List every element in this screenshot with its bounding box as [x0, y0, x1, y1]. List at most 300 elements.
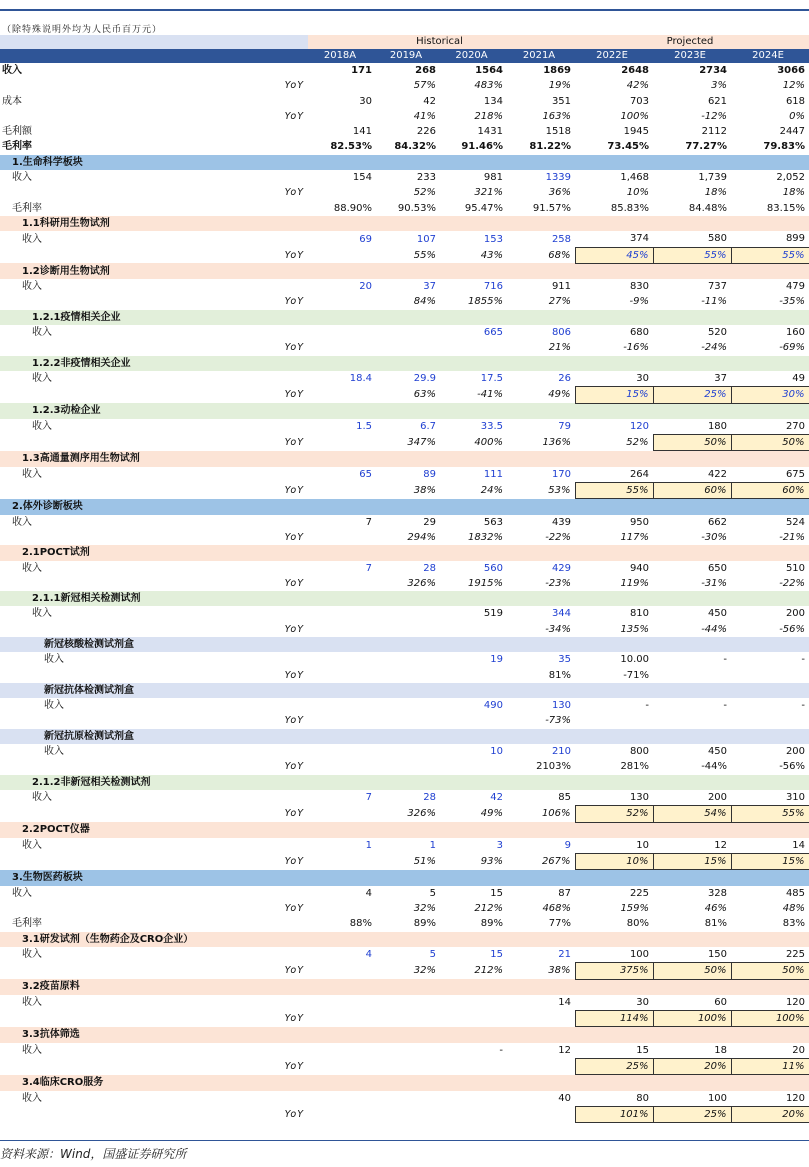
- value-cell: 89%: [480, 918, 503, 930]
- value-cell: -: [723, 654, 728, 666]
- yoy-row: [0, 483, 809, 499]
- value-cell: 84%: [413, 296, 436, 308]
- section-cell: [507, 979, 575, 995]
- section-row: [0, 979, 809, 995]
- yoy-label: YoY: [284, 715, 304, 727]
- value-cell: [308, 325, 376, 340]
- section-row: [0, 451, 809, 467]
- section-row: [0, 775, 809, 790]
- value-cell: 91.57%: [532, 202, 572, 214]
- value-cell: 69: [359, 233, 372, 245]
- value-cell: 37: [423, 281, 436, 293]
- section-row: [0, 1075, 809, 1091]
- yoy-label: YoY: [284, 110, 304, 122]
- value-cell: 1: [429, 840, 436, 852]
- value-cell: [731, 668, 809, 683]
- section-cell: [653, 545, 731, 560]
- section-cell: [653, 637, 731, 652]
- value-cell: 10.00: [620, 654, 650, 666]
- data-row: [0, 886, 809, 901]
- value-cell: [507, 1011, 575, 1027]
- section-cell: [575, 155, 653, 170]
- section-cell: [308, 870, 376, 886]
- yoy-row: [0, 78, 809, 93]
- value-cell: -12%: [701, 110, 728, 122]
- value-cell: 11%: [731, 1059, 809, 1075]
- row-label: 毛利率: [2, 141, 32, 153]
- section-cell: [731, 1027, 809, 1043]
- value-cell: 4: [365, 949, 372, 961]
- value-cell: 85: [558, 792, 572, 804]
- section-cell: [507, 822, 575, 838]
- value-cell: 130: [629, 791, 650, 803]
- section-cell: [731, 545, 809, 560]
- section-cell: [308, 216, 376, 231]
- value-cell: 10%: [626, 187, 650, 199]
- value-cell: 1339: [545, 172, 572, 184]
- section-cell: [731, 870, 809, 886]
- section-cell: [731, 591, 809, 606]
- value-cell: [308, 744, 376, 759]
- section-label: 2.1POCT试剂: [0, 545, 308, 560]
- value-cell: 40: [558, 1092, 572, 1104]
- value-cell: -44%: [701, 623, 728, 635]
- value-cell: [308, 483, 376, 499]
- section-cell: [440, 1075, 507, 1091]
- value-cell: 344: [551, 608, 572, 620]
- value-cell: [376, 652, 440, 667]
- section-row: [0, 216, 809, 231]
- value-cell: 20: [359, 281, 372, 293]
- value-cell: 225: [629, 887, 650, 899]
- value-cell: 485: [785, 887, 806, 899]
- value-cell: 200: [785, 746, 806, 758]
- value-cell: 50%: [653, 435, 731, 451]
- section-cell: [440, 356, 507, 371]
- value-cell: -69%: [779, 342, 806, 354]
- value-cell: [376, 668, 440, 683]
- section-cell: [731, 775, 809, 790]
- section-cell: [376, 979, 440, 995]
- row-label: 收入: [44, 700, 64, 712]
- yoy-label: YoY: [284, 437, 304, 449]
- value-cell: 38%: [548, 965, 571, 977]
- value-cell: 12%: [782, 80, 806, 92]
- yoy-row: [0, 854, 809, 870]
- value-cell: 32%: [413, 965, 436, 977]
- data-row: [0, 916, 809, 931]
- section-label: 2.2POCT仪器: [0, 822, 308, 838]
- section-cell: [308, 729, 376, 744]
- section-cell: [731, 403, 809, 419]
- value-cell: 374: [629, 233, 650, 245]
- data-row: [0, 744, 809, 759]
- value-cell: 89: [423, 468, 436, 480]
- section-cell: [575, 451, 653, 467]
- value-cell: [308, 530, 376, 545]
- value-cell: 90.53%: [397, 202, 436, 214]
- section-cell: [308, 263, 376, 279]
- value-cell: 63%: [413, 389, 436, 401]
- value-cell: [376, 1106, 440, 1122]
- value-cell: 114%: [575, 1011, 653, 1027]
- section-cell: [507, 545, 575, 560]
- section-label: 2.1.1新冠相关检测试剂: [0, 591, 308, 606]
- section-cell: [376, 822, 440, 838]
- section-row: [0, 356, 809, 371]
- value-cell: 49%: [548, 389, 571, 401]
- value-cell: 77%: [548, 918, 572, 930]
- value-cell: 800: [629, 746, 650, 758]
- yoy-row: [0, 530, 809, 545]
- value-cell: [308, 713, 376, 728]
- section-cell: [575, 932, 653, 947]
- section-cell: [308, 403, 376, 419]
- section-label: 2.1.2非新冠相关检测试剂: [0, 775, 308, 790]
- value-cell: 618: [785, 95, 806, 107]
- section-cell: [507, 155, 575, 170]
- value-cell: 45%: [575, 247, 653, 263]
- section-cell: [575, 403, 653, 419]
- value-cell: [308, 294, 376, 309]
- value-cell: 258: [551, 233, 572, 245]
- value-cell: 28: [423, 792, 436, 804]
- yoy-label: YoY: [284, 808, 304, 820]
- section-cell: [308, 932, 376, 947]
- value-cell: 218%: [474, 110, 503, 122]
- yoy-label: YoY: [284, 965, 304, 977]
- data-row: [0, 698, 809, 713]
- value-cell: 3066: [777, 65, 806, 76]
- value-cell: 27%: [548, 296, 572, 308]
- value-cell: 84.32%: [394, 141, 436, 153]
- section-cell: [507, 591, 575, 606]
- year-header: 2020A: [440, 49, 507, 63]
- year-header: 2023E: [653, 49, 731, 63]
- value-cell: 55%: [413, 249, 436, 261]
- value-cell: [308, 1059, 376, 1075]
- value-cell: 65: [359, 468, 372, 480]
- value-cell: 3: [496, 840, 503, 852]
- data-row: [0, 201, 809, 216]
- section-row: [0, 545, 809, 560]
- value-cell: -23%: [545, 577, 572, 589]
- value-cell: 81%: [548, 669, 572, 681]
- row-label: 收入: [22, 1044, 42, 1056]
- value-cell: -41%: [477, 389, 503, 401]
- section-cell: [731, 1075, 809, 1091]
- value-cell: 53%: [548, 485, 571, 497]
- value-cell: 30%: [731, 387, 809, 403]
- value-cell: 15%: [731, 854, 809, 870]
- value-cell: -11%: [701, 296, 728, 308]
- data-row: [0, 419, 809, 435]
- section-cell: [440, 155, 507, 170]
- value-cell: [308, 78, 376, 93]
- section-cell: [376, 870, 440, 886]
- value-cell: 1,739: [698, 172, 728, 184]
- forecast-table: [0, 35, 809, 1123]
- value-cell: 15: [490, 949, 503, 961]
- row-label: 收入: [22, 997, 42, 1009]
- value-cell: -21%: [779, 531, 806, 543]
- value-cell: 560: [483, 562, 503, 574]
- value-cell: 21%: [548, 342, 572, 354]
- value-cell: [308, 759, 376, 774]
- section-cell: [507, 403, 575, 419]
- section-row: [0, 155, 809, 170]
- value-cell: 17.5: [480, 373, 503, 385]
- yoy-label: YoY: [284, 856, 304, 868]
- row-label: 收入: [22, 949, 42, 961]
- value-cell: [308, 806, 376, 822]
- value-cell: 82.53%: [330, 141, 372, 153]
- value-cell: 479: [785, 281, 806, 293]
- section-cell: [440, 1027, 507, 1043]
- value-cell: 439: [551, 516, 572, 528]
- value-cell: 120: [629, 421, 650, 433]
- value-cell: 468%: [542, 903, 572, 915]
- value-cell: 2447: [779, 126, 806, 138]
- header-historical: Historical: [308, 35, 575, 49]
- section-cell: [376, 263, 440, 279]
- value-cell: 490: [483, 700, 503, 712]
- section-cell: [507, 310, 575, 325]
- value-cell: 87: [558, 887, 572, 899]
- section-cell: [507, 637, 575, 652]
- value-cell: [308, 606, 376, 621]
- section-cell: [507, 932, 575, 947]
- value-cell: 2103%: [536, 761, 572, 773]
- value-cell: [440, 713, 507, 728]
- section-cell: [308, 1027, 376, 1043]
- value-cell: [308, 1043, 376, 1059]
- value-cell: 20%: [731, 1106, 809, 1122]
- value-cell: 328: [707, 887, 728, 899]
- yoy-label: YoY: [284, 80, 304, 92]
- value-cell: -73%: [545, 715, 572, 727]
- value-cell: [376, 995, 440, 1011]
- value-cell: 100: [629, 948, 650, 960]
- value-cell: 10: [636, 839, 650, 851]
- value-cell: [308, 185, 376, 200]
- value-cell: 3%: [711, 80, 728, 92]
- value-cell: -24%: [701, 342, 728, 354]
- value-cell: 212%: [474, 965, 503, 977]
- section-cell: [507, 499, 575, 515]
- section-label: 3.3抗体筛选: [0, 1027, 308, 1043]
- section-cell: [653, 403, 731, 419]
- section-cell: [575, 310, 653, 325]
- value-cell: 117%: [620, 531, 650, 543]
- yoy-row: [0, 247, 809, 263]
- section-cell: [575, 1027, 653, 1043]
- value-cell: 520: [707, 327, 728, 339]
- section-cell: [440, 683, 507, 698]
- value-cell: [308, 1106, 376, 1122]
- row-label: 收入: [12, 172, 32, 184]
- value-cell: 81%: [704, 918, 728, 930]
- value-cell: 326%: [407, 577, 436, 589]
- section-cell: [308, 979, 376, 995]
- value-cell: 41%: [413, 110, 436, 122]
- value-cell: 171: [351, 65, 372, 76]
- value-cell: 5: [429, 887, 436, 899]
- yoy-row: [0, 435, 809, 451]
- value-cell: 51%: [413, 856, 436, 868]
- section-label: 3.生物医药板块: [0, 870, 308, 886]
- value-cell: 141: [352, 126, 372, 138]
- yoy-row: [0, 340, 809, 355]
- section-cell: [376, 310, 440, 325]
- value-cell: 225: [785, 948, 806, 960]
- section-cell: [653, 310, 731, 325]
- section-cell: [653, 932, 731, 947]
- value-cell: [308, 1091, 376, 1107]
- value-cell: 55%: [575, 483, 653, 499]
- section-cell: [440, 729, 507, 744]
- value-cell: 12: [714, 839, 728, 851]
- value-cell: [308, 576, 376, 591]
- value-cell: 7: [365, 792, 372, 804]
- value-cell: -: [723, 700, 728, 712]
- value-cell: 18%: [782, 187, 806, 199]
- value-cell: [308, 340, 376, 355]
- value-cell: [376, 325, 440, 340]
- value-cell: 940: [629, 562, 650, 574]
- section-cell: [653, 1075, 731, 1091]
- value-cell: 321%: [474, 187, 503, 199]
- value-cell: [653, 713, 731, 728]
- section-cell: [507, 356, 575, 371]
- section-cell: [575, 356, 653, 371]
- value-cell: 268: [415, 65, 436, 76]
- section-cell: [653, 216, 731, 231]
- section-cell: [507, 216, 575, 231]
- section-row: [0, 870, 809, 886]
- section-label: 1.2.3动检企业: [0, 403, 308, 419]
- value-cell: 5: [429, 949, 436, 961]
- row-label: 毛利率: [12, 918, 42, 930]
- value-cell: -35%: [779, 296, 806, 308]
- section-label: 1.3高通量测序用生物试剂: [0, 451, 308, 467]
- value-cell: -: [645, 700, 650, 712]
- yoy-label: YoY: [284, 531, 304, 543]
- section-cell: [731, 356, 809, 371]
- header-blank: [0, 35, 308, 49]
- value-cell: 18: [714, 1044, 728, 1056]
- yoy-label: YoY: [284, 485, 304, 497]
- section-cell: [440, 499, 507, 515]
- value-cell: 19%: [548, 80, 572, 92]
- value-cell: -16%: [623, 342, 650, 354]
- row-label: 毛利额: [2, 126, 32, 138]
- yoy-label: YoY: [284, 1108, 304, 1120]
- value-cell: 2,052: [776, 172, 806, 184]
- value-cell: 1.5: [356, 421, 372, 433]
- value-cell: 422: [707, 468, 728, 480]
- value-cell: 100%: [620, 110, 650, 122]
- value-cell: -30%: [701, 531, 728, 543]
- value-cell: 50%: [731, 963, 809, 979]
- value-cell: 80%: [626, 918, 650, 930]
- year-header: 2018A: [308, 49, 376, 63]
- value-cell: 83.15%: [766, 202, 806, 214]
- row-label: 收入: [44, 654, 64, 666]
- value-cell: 32%: [413, 903, 436, 915]
- value-cell: 20: [792, 1044, 806, 1056]
- value-cell: [376, 1043, 440, 1059]
- year-header: 2024E: [731, 49, 809, 63]
- section-cell: [376, 403, 440, 419]
- yoy-label: YoY: [284, 1013, 304, 1025]
- section-row: [0, 1027, 809, 1043]
- value-cell: 665: [483, 327, 503, 339]
- section-cell: [376, 499, 440, 515]
- yoy-row: [0, 759, 809, 774]
- value-cell: 1: [365, 840, 372, 852]
- section-cell: [440, 310, 507, 325]
- value-cell: 33.5: [480, 421, 503, 433]
- value-cell: 1832%: [468, 531, 503, 543]
- value-cell: -22%: [779, 577, 806, 589]
- value-cell: [376, 1091, 440, 1107]
- value-cell: -22%: [545, 531, 572, 543]
- yoy-label: YoY: [284, 669, 304, 681]
- data-row: [0, 838, 809, 854]
- section-cell: [308, 356, 376, 371]
- value-cell: 42%: [626, 80, 650, 92]
- value-cell: 264: [629, 468, 650, 480]
- section-label: 3.1研发试剂（生物药企及CRO企业）: [0, 932, 308, 947]
- value-cell: 100: [707, 1092, 728, 1104]
- section-cell: [507, 451, 575, 467]
- value-cell: 55%: [731, 806, 809, 822]
- value-cell: [440, 759, 507, 774]
- top-rule: [0, 9, 809, 11]
- value-cell: 400%: [474, 437, 503, 449]
- yoy-label: YoY: [284, 389, 304, 401]
- data-row: [0, 231, 809, 247]
- value-cell: 1431: [477, 126, 503, 138]
- value-cell: -: [801, 654, 806, 666]
- row-label: 收入: [32, 327, 52, 339]
- section-row: [0, 822, 809, 838]
- value-cell: 36%: [548, 187, 572, 199]
- value-cell: [376, 622, 440, 637]
- section-cell: [575, 1075, 653, 1091]
- section-cell: [440, 932, 507, 947]
- value-cell: [507, 1106, 575, 1122]
- value-cell: 1564: [475, 65, 503, 76]
- row-label: 收入: [22, 1092, 42, 1104]
- section-cell: [575, 216, 653, 231]
- yoy-row: [0, 387, 809, 403]
- value-cell: 621: [707, 95, 728, 107]
- row-label: 收入: [22, 468, 42, 480]
- section-cell: [376, 932, 440, 947]
- value-cell: 294%: [407, 531, 436, 543]
- section-cell: [507, 263, 575, 279]
- value-cell: 650: [707, 562, 728, 574]
- value-cell: 42: [490, 792, 503, 804]
- section-cell: [440, 637, 507, 652]
- section-cell: [653, 263, 731, 279]
- value-cell: [376, 698, 440, 713]
- data-row: [0, 790, 809, 806]
- section-cell: [376, 545, 440, 560]
- value-cell: 48%: [782, 903, 806, 915]
